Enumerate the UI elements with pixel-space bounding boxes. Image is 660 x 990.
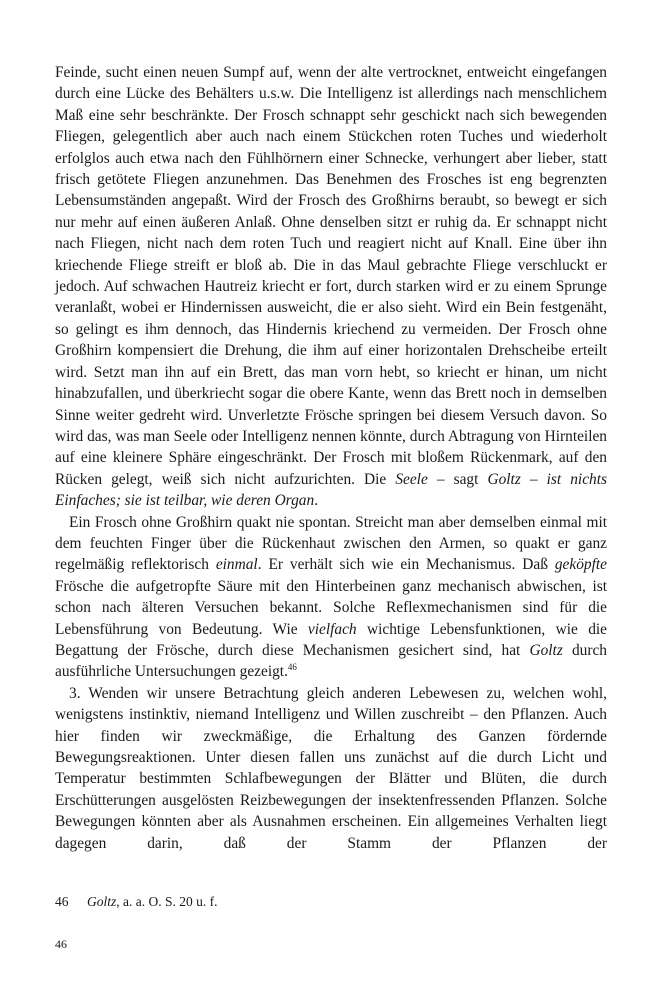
- footnote: [55, 893, 607, 911]
- paragraph-2: [55, 512, 607, 683]
- text-run: .: [314, 492, 319, 510]
- emphasized-text: Goltz – ist nichts Einfaches; sie ist teilbar, wie deren Organ: [55, 470, 607, 510]
- text-run: 3. Wenden wir unsere Betrachtung gleich anderen Lebewesen zu, welchen wohl, wenigstens instinktiv, niemand Intelligenz und Willen zuschreibt – den Pflanzen. Auch hier finden wir zweckmäßige, die Erhaltung des Ganzen fördernde Bewegungsreaktionen. Unter diesen fallen uns zunächst auf die durch Licht und Temperatur bestimmten Schlafbewegungen der Blätter und Blüten, die durch Erschütterungen ausgelösten Reizbewegungen der insektenfressenden Pflanzen. Solche Bewegungen könnten aber als Ausnahmen erscheinen. Ein allgemeines Verhalten liegt dagegen darin, daß der Stamm der Pflanzen der: [55, 684, 607, 852]
- footnote-number: 46: [55, 894, 69, 909]
- page-number: 46: [55, 937, 67, 951]
- text-run: Frösche die aufgetropfte Säure mit den Hinterbeinen ganz mechanisch abwischen, ist schon nach älteren Versuchen bekannt. Solche Reflexmechanismen sind für die Lebensführung von Bedeutung. Wie: [55, 577, 607, 638]
- text-run: durch ausführliche Untersuchungen gezeigt.: [55, 641, 607, 681]
- footnote-author: Goltz: [87, 894, 117, 909]
- text-run: Feinde, sucht einen neuen Sumpf auf, wenn der alte vertrocknet, entweicht eingefangen durch eine Lücke des Behälters u.s.w. Die Intelligenz ist allerdings nach menschlichem Maß eine sehr beschränkte. Der Frosch schnappt sehr geschickt nach sich bewegenden Fliegen, gelegentlich aber auch nach einem Stückchen roten Tuches und wiederholt erfolglos auch etwa nach den Fühlhörnern einer Schnecke, verhungert aber lieber, statt frisch getötete Fliegen anzunehmen. Das Benehmen des Frosches ist eng begrenzten Lebensumständen angepaßt. Wird der Frosch des Großhirns beraubt, so bewegt er sich nur mehr auf einen äußeren Anlaß. Ohne denselben sitzt er ruhig da. Er schnappt nicht nach Fliegen, nicht nach dem roten Tuch und reagiert nicht auf Knall. Eine über ihn kriechende Fliege streift er bloß ab. Die in das Maul gebrachte Fliege verschluckt er jedoch. Auf schwachen Hautreiz kriecht er fort, durch starken wird er zu einem Sprunge veranlaßt, wobei er Hindernissen ausweicht, die er also sieht. Wird ein Bein festgenäht, so gelingt es ihm dennoch, das Hindernis kriechend zu vermeiden. Der Frosch ohne Großhirn kompensiert die Drehung, die ihm auf einer horizontalen Drehscheibe erteilt wird. Setzt man ihn auf ein Brett, das man vorn hebt, so kriecht er hinan, um nicht hinabzufallen, und überkriecht sogar die obere Kante, wenn das Brett noch in demselben Sinne weiter gedreht wird. Unverletzte Frösche springen bei diesem Versuch davon. So wird das, was man Seele oder Intelligenz nennen könnte, durch Abtragung von Hirnteilen auf eine kleinere Sphäre eingeschränkt. Der Frosch mit bloßem Rückenmark, auf den Rücken gelegt, weiß sich nicht aufzurichten. Die: [55, 64, 607, 488]
- emphasized-text: geköpfte: [554, 556, 607, 574]
- footnote-text: , a. a. O. S. 20 u. f.: [116, 894, 218, 909]
- text-run: Ein Frosch ohne Großhirn quakt nie spontan. Streicht man aber demselben einmal mit dem feuchten Finger über die Rückenhaut zwischen den Armen, so quakt er ganz regelmäßig reflektorisch: [55, 513, 607, 574]
- body-text: [55, 62, 607, 854]
- emphasized-text: Goltz: [529, 641, 563, 659]
- text-run: – sagt: [427, 470, 488, 488]
- text-run: wichtige Lebensfunktionen, wie die Begattung der Frösche, durch diese Mechanismen gesichert sind, hat: [55, 620, 607, 659]
- paragraph-1: [55, 62, 607, 512]
- footnote-reference: 46: [287, 662, 297, 673]
- text-run: . Er verhält sich wie ein Mechanismus. Daß: [257, 556, 555, 574]
- emphasized-text: einmal: [215, 556, 258, 574]
- paragraph-3: [55, 683, 607, 854]
- emphasized-text: vielfach: [307, 620, 357, 638]
- emphasized-text: Seele: [395, 470, 428, 488]
